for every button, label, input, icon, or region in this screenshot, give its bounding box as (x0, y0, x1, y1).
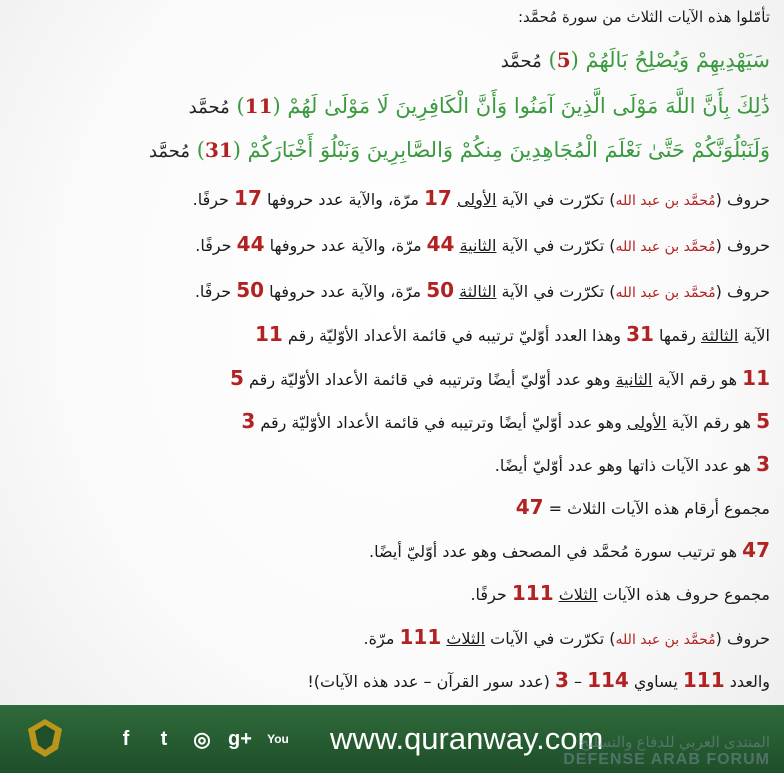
ordinal: الثالثة (701, 326, 739, 345)
name-highlight: مُحمَّد بن عبد الله (615, 239, 716, 255)
watermark-arabic: المنتدى العربي للدفاع والتسليح (579, 734, 770, 751)
ordinal: الأولى (626, 413, 667, 432)
instagram-icon[interactable]: ◎ (193, 728, 211, 751)
twitter-icon[interactable]: t (160, 727, 168, 750)
text: مجموع أرقام هذه الآيات الثلاث = (543, 499, 770, 518)
text: حرفًا. (194, 282, 237, 301)
text: ) تكرّرت في الآية (496, 236, 616, 255)
verse-text: ذَٰلِكَ بِأَنَّ اللَّهَ مَوْلَى الَّذِينَ آمَنُوا وَأَنَّ الْكَافِرِينَ لَا مَوْلَىٰ لَهُمْ (287, 94, 770, 118)
fact-5 (516, 495, 770, 519)
social-links (112, 725, 292, 753)
number: 5 (756, 409, 770, 433)
facebook-icon[interactable]: f (122, 727, 130, 750)
fact-6 (369, 538, 770, 562)
count-number: 50 (426, 278, 455, 302)
count-number: 17 (424, 186, 452, 210)
fact-2 (230, 366, 770, 390)
ordinal: الثانية (459, 236, 497, 255)
number: 111 (682, 668, 725, 692)
total-number: 44 (236, 232, 265, 256)
ordinal: الثلاث (558, 585, 598, 604)
verse-number: 31 (204, 138, 233, 162)
name-highlight: مُحمَّد بن عبد الله (615, 632, 716, 648)
text: مرّة، والآية عدد حروفها (264, 236, 427, 255)
text: ) تكرّرت في الآية (496, 282, 616, 301)
google-plus-icon[interactable]: g+ (228, 727, 252, 750)
text: حرفًا. (195, 236, 237, 255)
text: حروف ( (715, 282, 770, 301)
forum-logo (22, 715, 68, 761)
verse-2: ذَٰلِكَ بِأَنَّ اللَّهَ مَوْلَى الَّذِينَ آمَنُوا وَأَنَّ الْكَافِرِينَ لَا مَوْلَىٰ لَهُمْ (11) مُحمَّد (188, 94, 770, 118)
text: مرّة، والآية عدد حروفها (261, 190, 424, 209)
text: مرّة. (363, 629, 400, 648)
text: (عدد سور القرآن – عدد هذه الآيات)! (307, 672, 555, 691)
verse-text: سَيَهْدِيهِمْ وَيُصْلِحُ بَالَهُمْ (585, 48, 770, 72)
total-number: 50 (236, 278, 265, 302)
text: رقمها (653, 326, 701, 345)
text: هو ترتيب سورة مُحمَّد في المصحف وهو عدد أوّليّ أيضًا. (369, 542, 743, 561)
fact-3 (241, 409, 770, 433)
text: هو عدد الآيات ذاتها وهو عدد أوّليّ أيضًا. (494, 456, 757, 475)
text: حروف ( (715, 236, 770, 255)
text: الآية (738, 326, 770, 345)
number: 47 (742, 538, 770, 562)
text: ) تكرّرت في الآيات (485, 629, 616, 648)
number: 111 (511, 581, 554, 605)
ordinal: الأولى (456, 190, 497, 209)
site-url[interactable]: www.quranway.com (330, 721, 604, 756)
number: 3 (756, 452, 770, 476)
text: والعدد (724, 672, 770, 691)
number: 114 (587, 668, 629, 692)
text: يساوي (628, 672, 683, 691)
name-highlight: مُحمَّد بن عبد الله (615, 285, 716, 301)
text: – (568, 672, 588, 691)
watermark (563, 733, 770, 769)
intro-text: تأمّلوا هذه الآيات الثلاث من سورة مُحمَّد: (517, 8, 770, 26)
verse-number: 5 (556, 48, 571, 72)
number: 3 (555, 668, 569, 692)
ordinal: الثانية (615, 370, 653, 389)
letters-verse-1 (193, 186, 770, 210)
number: 31 (626, 322, 654, 346)
fact-9 (307, 668, 770, 692)
fact-7 (470, 581, 770, 605)
text: حروف ( (715, 629, 770, 648)
ordinal: الثالثة (459, 282, 497, 301)
text: ) تكرّرت في الآية (496, 190, 616, 209)
surah-name: مُحمَّد (148, 141, 191, 162)
text: وهو عدد أوّليّ أيضًا وترتيبه في قائمة الأعداد الأوّليّة رقم (243, 370, 616, 389)
text: حرفًا. (192, 190, 235, 209)
surah-name: مُحمَّد (500, 51, 542, 72)
text: مرّة، والآية عدد حروفها (264, 282, 427, 301)
number: 11 (255, 322, 283, 346)
number: 5 (230, 366, 244, 390)
text: وهذا العدد أوّليّ ترتيبه في قائمة الأعداد الأوّليّة رقم (282, 326, 627, 345)
text: هو رقم الآية (652, 370, 743, 389)
text: هو رقم الآية (666, 413, 757, 432)
surah-name: مُحمَّد (188, 97, 230, 118)
watermark-english: DEFENSE ARAB FORUM (563, 751, 770, 768)
text: حرفًا. (470, 585, 512, 604)
total-number: 17 (234, 186, 262, 210)
letters-verse-2 (195, 232, 770, 256)
number: 111 (399, 625, 442, 649)
ordinal: الثلاث (446, 629, 486, 648)
text: وهو عدد أوّليّ أيضًا وترتيبه في قائمة الأعداد الأوّليّة رقم (255, 413, 627, 432)
youtube-icon[interactable]: You (267, 732, 289, 746)
text: مجموع حروف هذه الآيات (597, 585, 770, 604)
verse-1: سَيَهْدِيهِمْ وَيُصْلِحُ بَالَهُمْ (5) مُحمَّد (500, 48, 770, 72)
name-highlight: مُحمَّد بن عبد الله (615, 193, 716, 209)
number: 47 (515, 495, 544, 519)
text: حروف ( (715, 190, 770, 209)
verse-3: وَلَنَبْلُوَنَّكُمْ حَتَّىٰ نَعْلَمَ الْمُجَاهِدِينَ مِنكُمْ وَالصَّابِرِينَ وَنَبْلُوَ أَخْبَارَكُمْ (31) مُحمَّد (148, 138, 770, 162)
footer-bar (0, 705, 784, 773)
letters-verse-3 (195, 278, 770, 302)
fact-1 (255, 322, 770, 346)
fact-8 (364, 625, 770, 649)
fact-4 (495, 452, 770, 476)
verse-number: 11 (244, 94, 273, 118)
verse-text: وَلَنَبْلُوَنَّكُمْ حَتَّىٰ نَعْلَمَ الْمُجَاهِدِينَ مِنكُمْ وَالصَّابِرِينَ وَنَبْلُوَ أَخْبَارَكُمْ (247, 138, 770, 162)
number: 3 (241, 409, 256, 433)
count-number: 44 (426, 232, 455, 256)
number: 11 (742, 366, 770, 390)
